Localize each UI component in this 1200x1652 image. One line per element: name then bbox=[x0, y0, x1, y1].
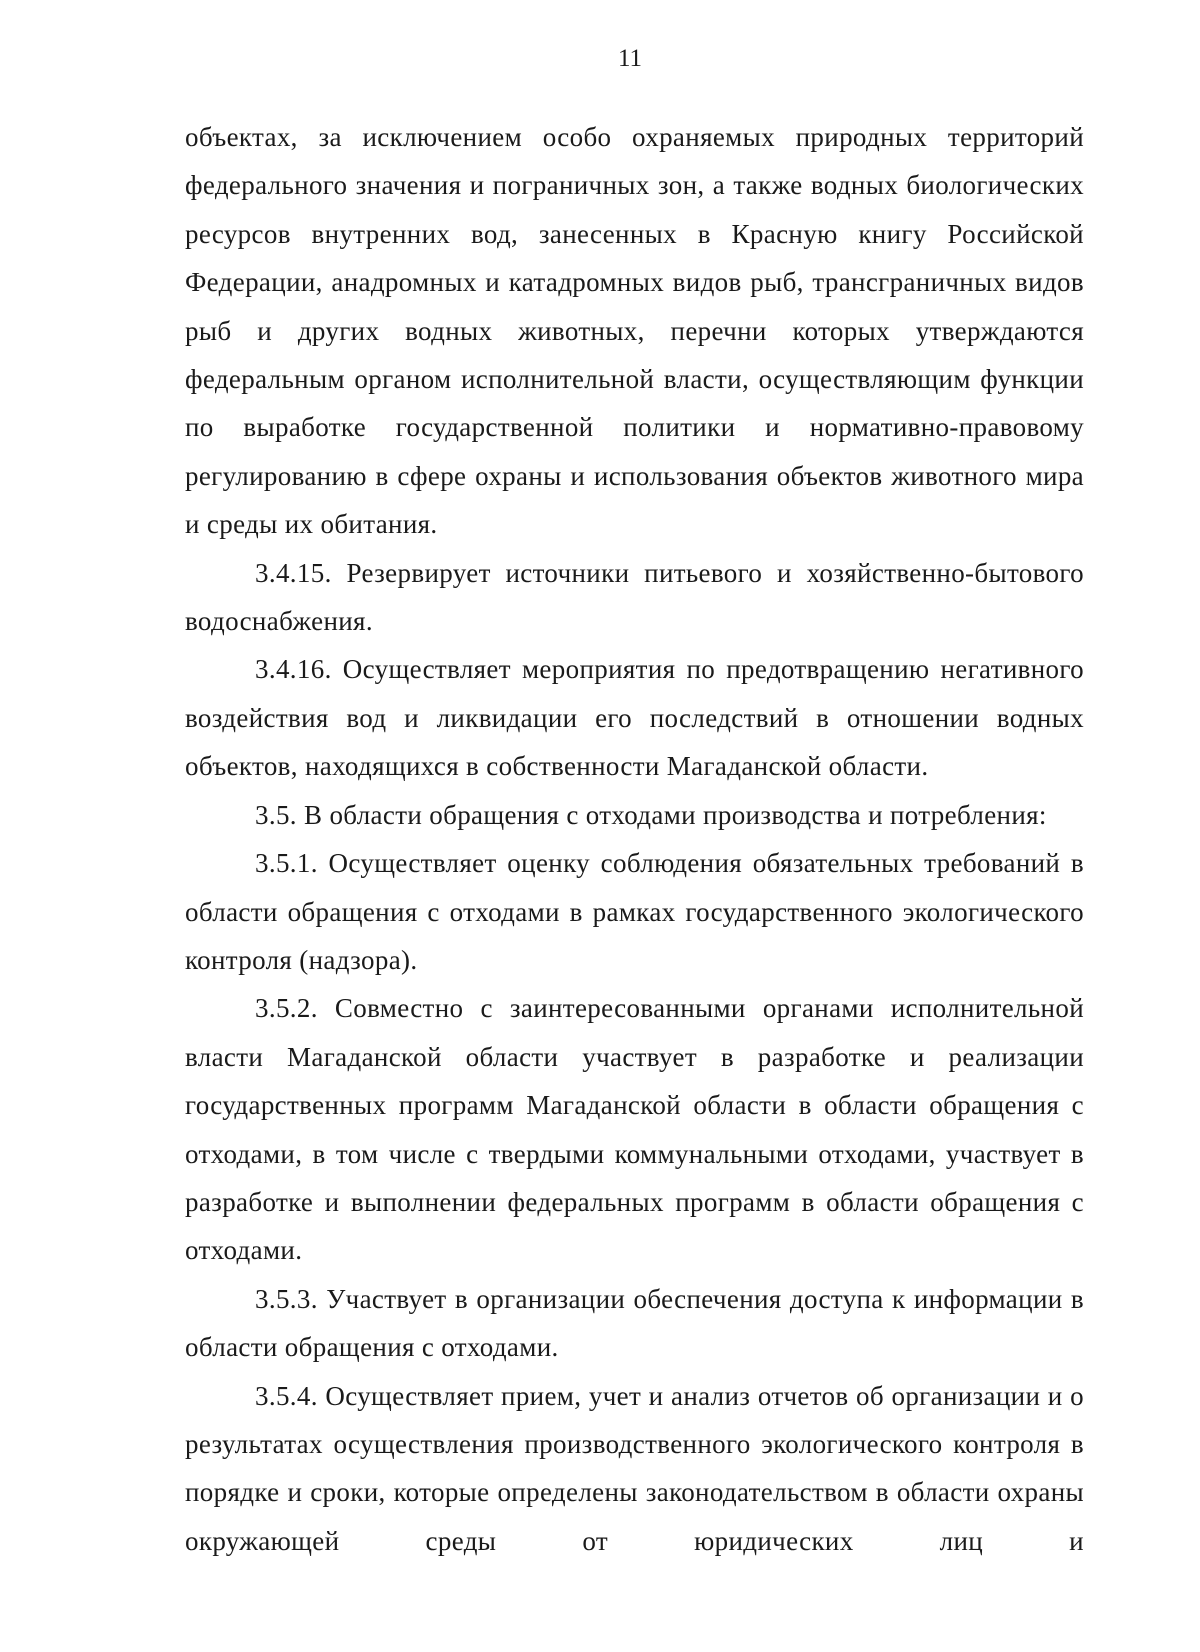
paragraph-3-4-16: 3.4.16. Осуществляет мероприятия по предотвращению негативного воздействия вод и ликвидации его последствий в отношении водных объектов, находящихся в собственности Магаданской области. bbox=[185, 654, 1084, 782]
paragraph-continuation: объектах, за исключением особо охраняемых природных территорий федерального значения и пограничных зон, а также водных биологических ресурсов внутренних вод, занесенных в Красную книгу Российской Федерации, анадромных и катадромных видов рыб, трансграничных видов рыб и других водных животных, перечни которых утверждаются федеральным органом исполнительной власти, осуществляющим функции по выработке государственной политики и нормативно-правовому регулированию в сфере охраны и использования объектов животного мира и среды их обитания. bbox=[185, 122, 1084, 540]
document-body bbox=[185, 113, 1084, 1565]
paragraph-3-5-1: 3.5.1. Осуществляет оценку соблюдения обязательных требований в области обращения с отходами в рамках государственного экологического контроля (надзора). bbox=[185, 848, 1084, 975]
paragraph-3-5-4: 3.5.4. Осуществляет прием, учет и анализ отчетов об организации и о результатах осуществления производственного экологического контроля в порядке и сроки, которые определены законодательством в области охраны окружающей среды от юридических лиц и bbox=[185, 1380, 1084, 1556]
paragraph-3-4-15: 3.4.15. Резервирует источники питьевого и хозяйственно-бытового водоснабжения. bbox=[185, 557, 1084, 637]
page-number: 11 bbox=[617, 45, 643, 72]
paragraph-3-5: 3.5. В области обращения с отходами производства и потребления: bbox=[255, 799, 1047, 830]
paragraph-3-5-2: 3.5.2. Совместно с заинтересованными органами исполнительной власти Магаданской области участвует в разработке и реализации государственных программ Магаданской области в области обращения с отходами, в том числе с твердыми коммунальными отходами, участвует в разработке и выполнении федеральных программ в области обращения с отходами. bbox=[185, 993, 1084, 1266]
paragraph-3-5-3: 3.5.3. Участвует в организации обеспечения доступа к информации в области обращения с отходами. bbox=[185, 1283, 1084, 1363]
